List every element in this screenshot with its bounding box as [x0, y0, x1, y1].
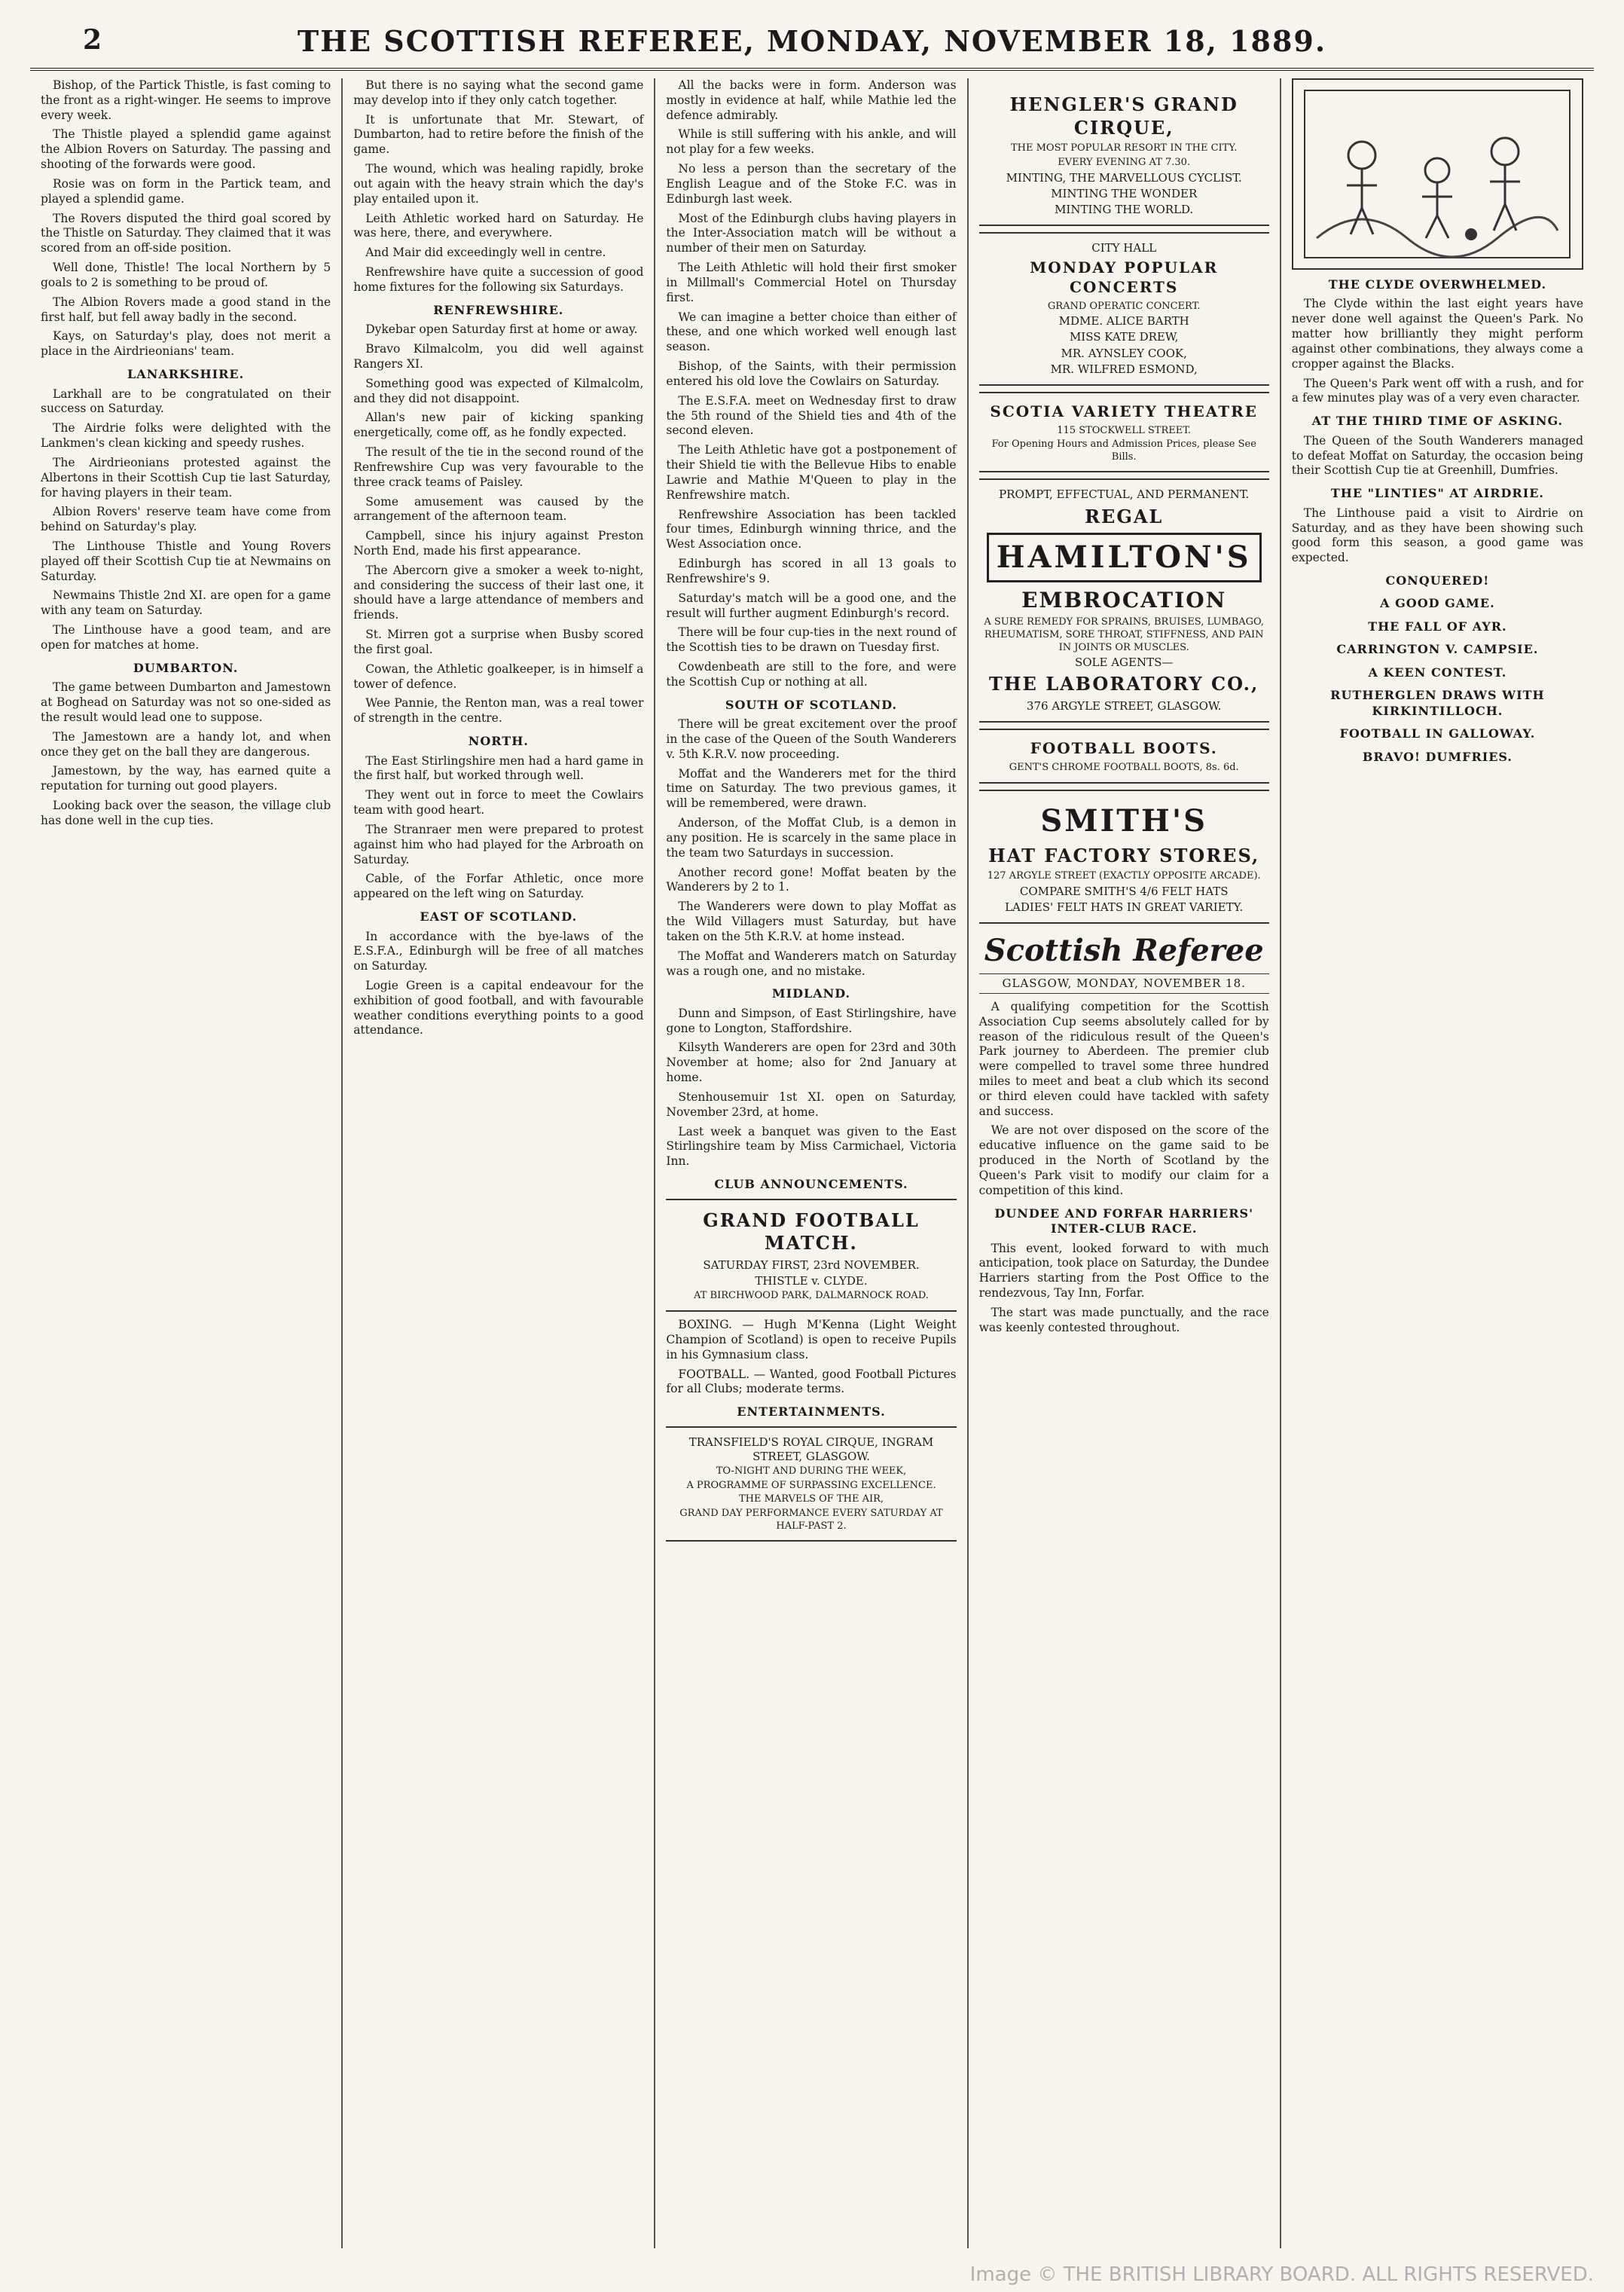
paragraph: Albion Rovers' reserve team have come from behind on Saturday's play.	[41, 505, 331, 534]
paragraph: The Abercorn give a smoker a week to-night, and considering the success of their last one, it should have a large attendance of members and friends.	[353, 563, 644, 622]
paragraph: The Linthouse have a good team, and are open for matches at home.	[41, 623, 331, 652]
ad-line: PROMPT, EFFECTUAL, AND PERMANENT.	[999, 487, 1250, 502]
paragraph: The E.S.F.A. meet on Wednesday first to draw the 5th round of the Shield ties and 4th of the second eleven.	[666, 393, 957, 438]
paragraph: While is still suffering with his ankle, and will not play for a few weeks.	[666, 127, 957, 157]
column-4	[969, 78, 1281, 2248]
ad-title: CITY HALL	[1091, 241, 1157, 255]
section-heading: THE FALL OF AYR.	[1368, 619, 1507, 634]
image-credit: Image © THE BRITISH LIBRARY BOARD. ALL RIGHTS RESERVED.	[969, 2263, 1594, 2286]
paragraph: Kays, on Saturday's play, does not merit a place in the Airdrieonians' team.	[41, 329, 331, 359]
football-pictures-ad: FOOTBALL. — Wanted, good Football Pictures for all Clubs; moderate terms.	[666, 1367, 957, 1396]
ad-line: LADIES' FELT HATS IN GREAT VARIETY.	[1005, 900, 1244, 915]
ad-title: HENGLER'S GRAND CIRQUE,	[1009, 93, 1238, 139]
section-heading: A GOOD GAME.	[1380, 596, 1495, 611]
embrocation-ad	[979, 478, 1269, 723]
ad-line: TO-NIGHT AND DURING THE WEEK,	[716, 1465, 907, 1477]
paragraph: Cable, of the Forfar Athletic, once more appeared on the left wing on Saturday.	[353, 872, 644, 901]
paragraph: The Linthouse Thistle and Young Rovers played off their Scottish Cup tie at Newmains on Saturday.	[41, 539, 331, 583]
ad-line: MINTING THE WONDER	[1051, 186, 1198, 200]
section-heading: CARRINGTON V. CAMPSIE.	[1336, 642, 1539, 657]
paragraph: The wound, which was healing rapidly, broke out again with the heavy strain which the day's play entailed upon it.	[353, 162, 644, 206]
paragraph: Bravo Kilmalcolm, you did well against Rangers XI.	[353, 342, 644, 371]
paragraph: Larkhall are to be congratulated on their success on Saturday.	[41, 387, 331, 416]
ad-line: For Opening Hours and Admission Prices, please See Bills.	[991, 439, 1256, 463]
paragraph: There will be great excitement over the proof in the case of the Queen of the South Wanderers v. 5th K.R.V. now proceeding.	[666, 717, 957, 761]
ad-line: 127 ARGYLE STREET (EXACTLY OPPOSITE ARCADE).	[987, 870, 1261, 882]
ad-line: THE MOST POPULAR RESORT IN THE CITY.	[1010, 142, 1238, 154]
paragraph: The Queen's Park went off with a rush, and for a few minutes play was of a very even character.	[1291, 376, 1583, 405]
paragraph: Leith Athletic worked hard on Saturday. He was here, there, and everywhere.	[353, 211, 644, 240]
ad-title: REGAL	[1085, 505, 1164, 527]
column-5	[1281, 78, 1594, 2248]
ad-line: SOLE AGENTS—	[1074, 656, 1174, 670]
paragraph: Moffat and the Wanderers met for the third time on Saturday. The two previous games, it will be remembered, were drawn.	[666, 766, 957, 811]
ad-line: MINTING THE WORLD.	[1055, 203, 1194, 217]
section-heading: ENTERTAINMENTS.	[737, 1404, 886, 1420]
column-2	[343, 78, 655, 2248]
paragraph: Saturday's match will be a good one, and the result will further augment Edinburgh's record.	[666, 591, 957, 620]
paragraph: The Clyde within the last eight years have never done well against the Queen's Park. No matter how brilliantly they might perform against other combinations, they always come a cropper against the Blacks.	[1291, 297, 1583, 371]
football-boots-ad	[979, 729, 1269, 783]
ad-title: THE LABORATORY CO.,	[989, 673, 1259, 695]
section-heading: MIDLAND.	[771, 986, 851, 1001]
paragraph: Well done, Thistle! The local Northern by 5 goals to 2 is something to be proud of.	[41, 261, 331, 289]
section-heading: SOUTH OF SCOTLAND.	[725, 697, 898, 712]
column-3	[655, 78, 968, 2248]
paragraph: St. Mirren got a surprise when Busby scored the first goal.	[353, 628, 644, 656]
cartoon-illustration	[1292, 78, 1583, 270]
paragraph: There will be four cup-ties in the next round of the Scottish ties to be drawn on Tuesday first.	[666, 625, 957, 655]
section-heading: DUNDEE AND FORFAR HARRIERS' INTER-CLUB RACE.	[994, 1206, 1253, 1236]
paragraph: The Airdrieonians protested against the Albertons in their Scottish Cup tie last Saturday, for having players in their team.	[41, 455, 331, 500]
section-heading: AT THE THIRD TIME OF ASKING.	[1311, 414, 1564, 429]
paragraph: Allan's new pair of kicking spanking energetically, come off, as he fondly expected.	[353, 411, 644, 440]
ad-line: MISS KATE DREW,	[1069, 330, 1179, 344]
paragraph: This event, looked forward to with much anticipation, took place on Saturday, the Dundee Harriers starting from the Post Office to the rendezvous, Tay Inn, Forfar.	[978, 1241, 1269, 1300]
section-heading: EAST OF SCOTLAND.	[420, 909, 578, 924]
ad-line: THE MARVELS OF THE AIR,	[738, 1493, 884, 1505]
paper-title: THE SCOTTISH REFEREE, MONDAY, NOVEMBER 18, 1889.	[297, 24, 1327, 58]
newspaper-page	[30, 15, 1594, 2260]
ad-line: A SURE REMEDY FOR SPRAINS, BRUISES, LUMBAGO, RHEUMATISM, SORE THROAT, STIFFNESS, AND PAIN IN JOINTS OR MUSCLES.	[984, 616, 1265, 653]
ad-line: A PROGRAMME OF SURPASSING EXCELLENCE.	[686, 1479, 936, 1491]
ad-line: EVERY EVENING AT 7.30.	[1058, 157, 1191, 169]
ad-title: SMITH'S	[1040, 802, 1207, 839]
paragraph: The game between Dumbarton and Jamestown at Boghead on Saturday was not so one-sided as the result would lead one to suppose.	[41, 680, 331, 724]
paragraph: The start was made punctually, and the race was keenly contested throughout.	[978, 1305, 1269, 1334]
ad-title: EMBROCATION	[1021, 587, 1227, 613]
ad-title: GRAND FOOTBALL MATCH.	[703, 1209, 920, 1254]
ad-line: GENT'S CHROME FOOTBALL BOOTS, 8s. 6d.	[1009, 761, 1239, 773]
paragraph: The Linthouse paid a visit to Airdrie on Saturday, and as they have been showing such good form this season, a good game was expected.	[1291, 506, 1583, 565]
ad-line: COMPARE SMITH'S 4/6 FELT HATS	[1019, 885, 1229, 899]
section-heading: NORTH.	[468, 734, 529, 749]
ad-title: SCOTIA VARIETY THEATRE	[990, 402, 1258, 420]
section-heading: A KEEN CONTEST.	[1368, 665, 1507, 680]
paragraph: Stenhousemuir 1st XI. open on Saturday, November 23rd, at home.	[666, 1089, 957, 1119]
paragraph: Dykebar open Saturday first at home or away.	[365, 322, 638, 337]
boxing-ad: BOXING. — Hugh M'Kenna (Light Weight Champion of Scotland) is open to receive Pupils in his Gymnasium class.	[666, 1318, 957, 1361]
masthead	[30, 15, 1594, 71]
paragraph: The Albion Rovers made a good stand in the first half, but fell away badly in the second.	[41, 295, 331, 324]
variety-theatre-ad	[979, 392, 1269, 472]
cartoon-drawing	[1302, 87, 1573, 261]
paragraph: The Leith Athletic will hold their first smoker in Millmall's Commercial Hotel on Thursday first.	[666, 261, 957, 304]
paragraph: The Jamestown are a handy lot, and when once they get on the ball they are dangerous.	[41, 729, 331, 759]
paragraph: Dunn and Simpson, of East Stirlingshire, have gone to Longton, Staffordshire.	[666, 1006, 957, 1035]
section-heading: THE "LINTIES" AT AIRDRIE.	[1330, 486, 1544, 501]
paragraph: Renfrewshire Association has been tackled four times, Edinburgh winning thrice, and the West Association once.	[666, 507, 957, 552]
section-heading: CLUB ANNOUNCEMENTS.	[714, 1177, 908, 1192]
paragraph: Some amusement was caused by the arrangement of the afternoon team.	[353, 494, 644, 524]
paragraph: Bishop, of the Partick Thistle, is fast coming to the front as a right-winger. He seems to improve every week.	[41, 78, 331, 122]
ad-line: SATURDAY FIRST, 23rd NOVEMBER.	[703, 1258, 920, 1273]
page-number: 2	[83, 24, 102, 56]
paragraph: The Thistle played a splendid game against the Albion Rovers on Saturday. The passing and shooting of the forwards were good.	[41, 127, 331, 172]
dateline: GLASGOW, MONDAY, NOVEMBER 18.	[979, 973, 1269, 994]
paragraph: The East Stirlingshire men had a hard game in the first half, but worked through well.	[353, 753, 644, 783]
paragraph: The result of the tie in the second round of the Renfrewshire Cup was very favourable to the three crack teams of Paisley.	[353, 445, 644, 489]
paragraph: Cowdenbeath are still to the fore, and were the Scottish Cup or nothing at all.	[666, 659, 957, 689]
paragraph: Rosie was on form in the Partick team, and played a splendid game.	[41, 176, 331, 206]
paragraph: Kilsyth Wanderers are open for 23rd and 30th November at home; also for 2nd January at home.	[666, 1041, 957, 1085]
ad-line: GRAND DAY PERFORMANCE EVERY SATURDAY AT HALF-PAST 2.	[679, 1507, 943, 1532]
ad-line: AT BIRCHWOOD PARK, DALMARNOCK ROAD.	[694, 1290, 929, 1302]
hat-stores-ad	[979, 790, 1269, 924]
paragraph: Renfrewshire have quite a succession of good home fixtures for the following six Saturdays.	[353, 265, 644, 294]
paragraph: Last week a banquet was given to the East Stirlingshire team by Miss Carmichael, Victoria Inn.	[666, 1124, 957, 1169]
ad-line: MINTING, THE MARVELLOUS CYCLIST.	[1006, 170, 1242, 185]
paragraph: The Airdrie folks were delighted with the Lankmen's clean kicking and speedy rushes.	[41, 421, 331, 451]
paragraph: Most of the Edinburgh clubs having players in the Inter-Association match will be without a number of their men on Saturday.	[666, 211, 957, 255]
paragraph: Anderson, of the Moffat Club, is a demon in any position. He is scarcely in the same place in the team two Saturdays in succession.	[666, 816, 957, 860]
column-1	[30, 78, 343, 2248]
editorial-paragraph: We are not over disposed on the score of the educative influence on the game said to be produced in the North of Scotland by the Queen's Park visit to modify our claim for a competition of this kind.	[978, 1123, 1269, 1197]
paragraph: It is unfortunate that Mr. Stewart, of Dumbarton, had to retire before the finish of the game.	[353, 112, 644, 157]
paragraph: They went out in force to meet the Cowlairs team with good heart.	[353, 788, 644, 817]
paragraph: But there is no saying what the second game may develop into if they only catch together.	[353, 78, 644, 107]
paragraph: Cowan, the Athletic goalkeeper, is in himself a tower of defence.	[353, 662, 644, 691]
ad-line: MR. AYNSLEY COOK,	[1061, 346, 1187, 360]
paragraph: No less a person than the secretary of the English League and of the Stoke F.C. was in Edinburgh last week.	[666, 162, 957, 206]
paragraph: Another record gone! Moffat beaten by the Wanderers by 2 to 1.	[666, 865, 957, 894]
paragraph: In accordance with the bye-laws of the E.S.F.A., Edinburgh will be free of all matches on Saturday.	[353, 929, 644, 973]
section-heading: THE CLYDE OVERWHELMED.	[1328, 277, 1547, 292]
ad-line: MDME. ALICE BARTH	[1058, 314, 1189, 329]
paragraph: The Wanderers were down to play Moffat as the Wild Villagers must Saturday, but have taken on the 5th K.R.V. at home instead.	[666, 900, 957, 943]
paragraph: We can imagine a better choice than either of these, and one which worked well enough last season.	[666, 310, 957, 354]
paragraph: Wee Pannie, the Renton man, was a real tower of strength in the centre.	[353, 696, 644, 726]
section-heading: CONQUERED!	[1385, 573, 1490, 588]
ad-line: THISTLE v. CLYDE.	[755, 1274, 868, 1288]
editorial-paragraph: A qualifying competition for the Scottish Association Cup seems absolutely called for by reason of the ridiculous result of the Queen's Park journey to Aberdeen. The premier club were compelled to travel some three hundred miles to meet and beat a club which its second or third eleven could have tackled with safety and success.	[978, 999, 1269, 1118]
paragraph: Campbell, since his injury against Preston North End, made his first appearance.	[353, 529, 644, 558]
columns	[30, 78, 1594, 2248]
paragraph: The Queen of the South Wanderers managed to defeat Moffat on Saturday, the occasion being their Scottish Cup tie at Greenhill, Dumfries.	[1291, 433, 1583, 478]
paragraph: The Stranraer men were prepared to protest against him who had played for the Arbroath on Saturday.	[353, 822, 644, 866]
ad-title: FOOTBALL BOOTS.	[1030, 739, 1218, 758]
section-heading: RENFREWSHIRE.	[433, 302, 564, 317]
hengler-cirque-ad	[979, 84, 1269, 226]
city-hall-ad	[979, 232, 1269, 386]
ad-line: MR. WILFRED ESMOND,	[1050, 362, 1198, 376]
cirque-ad	[666, 1426, 956, 1542]
paragraph: Bishop, of the Saints, with their permission entered his old love the Cowlairs on Saturday.	[666, 359, 957, 388]
paragraph: Jamestown, by the way, has earned quite a reputation for turning out good players.	[41, 764, 331, 793]
paragraph: Logie Green is a capital endeavour for the exhibition of good football, and with favourable weather conditions everything points to a good attendance.	[353, 978, 644, 1038]
hamilton-title: HAMILTON'S	[987, 533, 1262, 582]
paragraph: The Moffat and Wanderers match on Saturday was a rough one, and no mistake.	[666, 949, 957, 978]
ad-title: TRANSFIELD'S ROYAL CIRQUE, INGRAM STREET, GLASGOW.	[688, 1435, 934, 1463]
paragraph: Something good was expected of Kilmalcolm, and they did not disappoint.	[353, 376, 644, 405]
section-heading: DUMBARTON.	[133, 660, 239, 675]
paragraph: Newmains Thistle 2nd XI. are open for a game with any team on Saturday.	[41, 588, 331, 618]
ad-title: MONDAY POPULAR CONCERTS	[1030, 258, 1219, 297]
paragraph: And Mair did exceedingly well in centre.	[365, 246, 606, 260]
section-heading: RUTHERGLEN DRAWS WITH KIRKINTILLOCH.	[1330, 688, 1545, 718]
paragraph: The Rovers disputed the third goal scored by the Thistle on Saturday. They claimed that it was scored from an off-side position.	[41, 211, 331, 255]
section-heading: FOOTBALL IN GALLOWAY.	[1339, 726, 1536, 741]
section-heading: BRAVO! DUMFRIES.	[1362, 749, 1513, 764]
paragraph: Edinburgh has scored in all 13 goals to Renfrewshire's 9.	[666, 557, 957, 585]
paragraph: Looking back over the season, the village club has done well in the cup ties.	[41, 799, 331, 827]
ad-line: 376 ARGYLE STREET, GLASGOW.	[1026, 699, 1222, 714]
section-heading: LANARKSHIRE.	[127, 367, 245, 382]
ad-title: HAT FACTORY STORES,	[988, 844, 1260, 866]
paragraph: The Leith Athletic have got a postponement of their Shield tie with the Bellevue Hibs to enable Lawrie and Mathie M'Queen to play in the Renfrewshire match.	[666, 443, 957, 502]
ad-line: GRAND OPERATIC CONCERT.	[1047, 300, 1201, 312]
ad-line: 115 STOCKWELL STREET.	[1057, 424, 1192, 436]
newspaper-banner: Scottish Referee	[984, 933, 1264, 969]
paragraph: All the backs were in form. Anderson was mostly in evidence at half, while Mathie led the defence admirably.	[666, 78, 957, 122]
football-match-ad	[666, 1199, 956, 1312]
